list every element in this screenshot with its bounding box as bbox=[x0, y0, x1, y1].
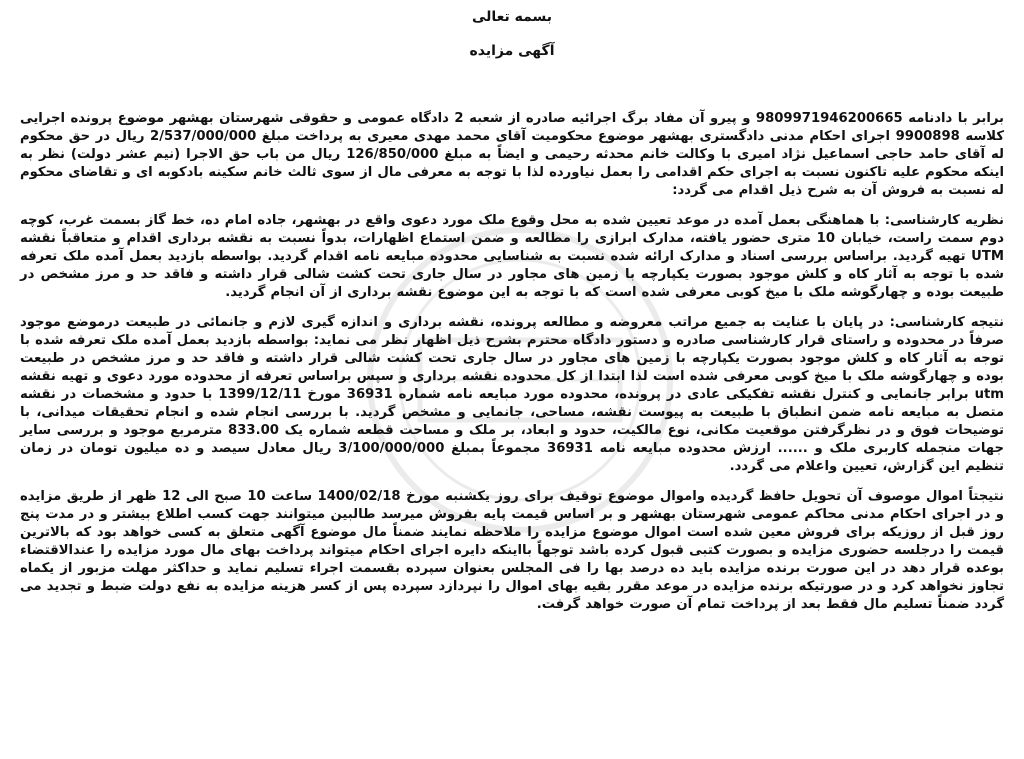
paragraph-auction-terms: نتیجتاً اموال موصوف آن تحویل حافظ گردیده واموال موضوع توقیف برای روز یکشنبه مورخ 1400/02/18 ساعت 10 صبح الی 12 ظهر از طریق مزایده و در اجرای احکام مدنی محاکم عمومی شهرستان بهشهر و بر اساس قیمت پایه بفروش میرسد طالبین میتوانند جهت کسب اطلاع بیشتر و در مدت پنج روز قبل از روزیکه برای فروش معین شده است اموال موضوع مزایده را ملاحظه نمایند ضمناً مال موضوع آگهی متعلق به کسی خواهد بود که بالاترین قیمت را درجلسه حضوری مزایده و بصورت کتبی قبول کرده باشد توجهاً بااینکه دایره اجرای احکام میتواند پرداخت بهای مال مورد مزایده را عندالاقتضاء بوعده قرار دهد در این صورت برنده مزایده باید ده درصد بها را فی المجلس بعنوان سپرده بقسمت اجراء تسلیم نماید و حداکثر مهلت مزبور از یکماه تجاوز نخواهد کرد و در صورتیکه برنده مزایده در موعد مقرر بقیه بهای اموال را نپردازد سپرده پس از کسر هزینه مزایده به نفع دولت ضبط و تجدید می گردد ضمناً تسلیم مال فقط بعد از پرداخت تمام آن صورت خواهد گرفت. bbox=[20, 489, 1004, 612]
document-heading-basmala: بسمه تعالی bbox=[471, 9, 553, 25]
paragraph-expert-opinion: نظریه کارشناسی: با هماهنگی بعمل آمده در موعد تعیین شده به محل وقوع ملک مورد دعوی واقع در بهشهر، جاده امام ده، خط گاز بسمت غرب، کوچه دوم سمت راست، خیابان 10 متری حضور یافته، مدارک ابرازی را مطالعه و ضمن استماع اظهارات، بدواً نسبت به نقشه برداری اقدام و متعاقباً نقشه UTM تهیه گردید. براساس بررسی اسناد و مدارک ارائه شده نسبت به شناسایی محدوده مبایعه نامه اقدام گردید. بواسطه بازدید بعمل آمده ملک تعرفه شده با توجه به آثار کاه و کلش موجود بصورت یکپارچه با زمین های مجاور در سال جاری تحت کشت شالی قرار داشته و فاقد حد و مرز مشخص در طبیعت بوده و چهارگوشه ملک با میخ کوبی معرفی شده است که با توجه به این موضوع نقشه برداری از آن انجام گردید. bbox=[20, 213, 1004, 300]
document-title: آگهی مزایده bbox=[469, 43, 555, 59]
paragraph-intro: برابر با دادنامه 9809971946200665 و پیرو آن مفاد برگ اجرائیه صادره از شعبه 2 دادگاه عمومی و حقوقی شهرستان بهشهر موضوع پرونده اجرایی کلاسه 9900898 اجرای احکام مدنی دادگستری بهشهر موضوع محکومیت آقای محمد مهدی معیری به پرداخت مبلغ 2/537/000/000 ریال در حق محکوم له آقای حامد حاجی اسماعیل نژاد امیری با وکالت خانم محدثه رحیمی و ایضاً به مبلغ 126/850/000 ریال من باب حق الاجرا (نیم عشر دولت) نظر به اینکه محکوم علیه تاکنون نسبت به اجرای حکم اقدامی را بعمل نیاورده لذا با توجه به معرفی مال از سوی ثالث خانم سکینه بادکوبه ای و تقاضای محکوم له نسبت به فروش آن به شرح ذیل اقدام می گردد: bbox=[20, 111, 1004, 198]
document-body bbox=[20, 110, 1004, 614]
paragraph-expert-result: نتیجه کارشناسی: در پایان با عنایت به جمیع مراتب معروضه و مطالعه پرونده، نقشه برداری و اندازه گیری لازم و جانمائی در طبیعت درموضع موجود صرفاً در محدوده و راستای قرار کارشناسی صادره و دستور دادگاه محترم بشرح ذیل اظهار نظر می نماید: بواسطه بازدید بعمل آمده ملک تعرفه شده با توجه به آثار کاه و کلش موجود بصورت یکپارچه با زمین های مجاور در سال جاری تحت کشت شالی قرار داشته و فاقد حد و مرز مشخص در طبیعت بوده و چهارگوشه ملک با میخ کوبی معرفی شده است لذا ابتدا از کل محدوده نقشه برداری و سپس براساس تعرفه از محدوده مورد دعوی و تهیه نقشه utm برابر جانمایی و کنترل نقشه تفکیکی عادی در پرونده، محدوده مورد مبایعه نامه شماره 36931 مورخ 1399/12/11 با حدود و مشخصات در نقشه متصل به مبایعه نامه ضمن انطباق با طبیعت به پیوست نقشه، مساحی، جانمایی و مشخص گردید. با بررسی انجام شده و انجام تحقیقات میدانی، با توضیحات فوق و در نظرگرفتن موقعیت مکانی، نوع مالکیت، حدود و ابعاد، بر ملک و مساحت قطعه شماره یک 833.00 مترمربع موجود و بررسی سایر جهات منجمله کاربری ملک و ...... ارزش محدوده مبایعه نامه 36931 مجموعاً بمبلغ 3/100/000/000 ریال معادل سیصد و ده میلیون تومان در زمان تنظیم این گزارش، تعیین واعلام می گردد. bbox=[20, 315, 1004, 474]
